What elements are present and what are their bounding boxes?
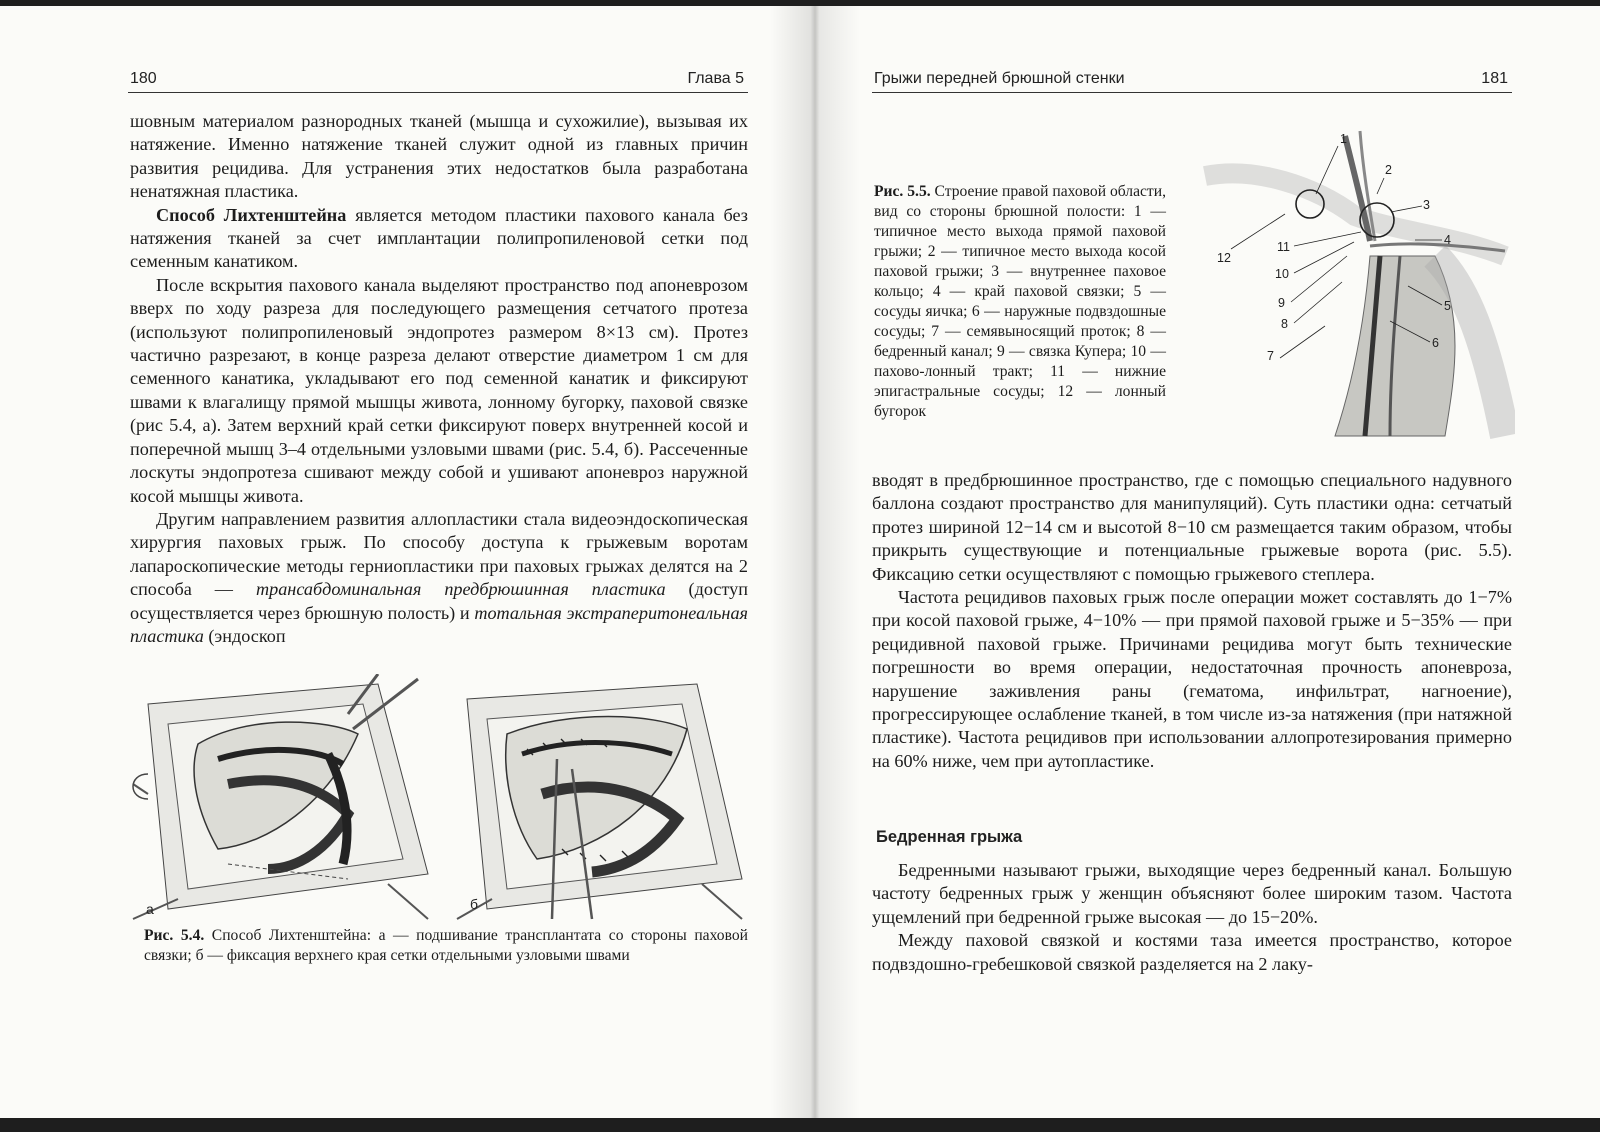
book-spread [0, 6, 1600, 1118]
callout-1: 1 [1340, 132, 1347, 146]
figure-5-4-panel-a [128, 674, 438, 922]
callout-8: 8 [1281, 317, 1288, 331]
left-running-head [128, 64, 748, 93]
panel-b-label: б [470, 896, 479, 912]
running-head-title: Грыжи передней брюшной стенки [874, 70, 1125, 87]
caption-label: Рис. 5.4. [144, 927, 205, 944]
figure-5-4-panel-b [452, 674, 748, 922]
callout-4: 4 [1444, 233, 1451, 247]
right-body-text [872, 469, 1512, 773]
left-body-text [130, 110, 748, 648]
callout-5: 5 [1444, 299, 1451, 313]
surgical-illustration-a [128, 674, 438, 922]
left-page-number: 180 [130, 70, 157, 87]
callout-11: 11 [1277, 240, 1290, 254]
right-page-number: 181 [1481, 70, 1508, 87]
callout-9: 9 [1278, 296, 1285, 310]
figure-5-4-caption [144, 926, 748, 966]
paragraph: Способ Лихтенштейна является методом пластики пахового канала без натяжения тканей за счет имплантации полипропиленовой сетки под семенным канатиком. [130, 204, 748, 272]
callout-10: 10 [1275, 267, 1289, 281]
section-heading: Бедренная грыжа [876, 828, 1023, 846]
term-lichtenstein: Способ Лихтенштейна [156, 204, 347, 225]
figure-5-5-caption [874, 182, 1166, 422]
paragraph: вводят в предбрюшинное пространство, где с помощью специального надувного баллона создают пространство для манипуляций). Суть пластики одна: сетчатый протез шириной 12−14 см и высотой 8−10 см размещается таким образом, чтобы прикрыть существующие и потенциальные грыжевые ворота (рис. 5.5). Фиксацию сетки осуществляют с помощью грыжевого степлера. [872, 470, 1512, 584]
surgical-illustration-b [452, 674, 748, 922]
paragraph: Между паховой связкой и костями таза имеется пространство, которое подвздошно-гребешковой связкой разделяется на 2 лаку- [872, 930, 1512, 974]
paragraph: После вскрытия пахового канала выделяют пространство под апоневрозом вверх по ходу разреза для последующего размещения сетчатого протеза (используют полипропиленовый эндопротез размером 8×13 см). Протез частично разрезают, в конце разреза делают отверстие диаметром 1 см для семенного канатика, укладывают его под семенной канатик и фиксируют швами к влагалищу прямой мышцы живота, лонному бугорку, паховой связке (рис 5.4, а). Затем верхний край сетки фиксируют поверх внутренней косой и поперечной мышц 3–4 отдельными узловыми швами (рис. 5.4, б). Рассеченные лоскуты эндопротеза сшивают между собой и ушивают апоневроз наружной косой мышцы живота. [130, 274, 748, 506]
caption-text: Строение правой паховой области, вид со стороны брюшной полости: 1 — типичное место выхода прямой паховой грыжи; 2 — типичное место выхода косой паховой грыжи; 3 — внутреннее паховое кольцо; 4 — край паховой связки; 5 — сосуды яичка; 6 — наружные подвздошные сосуды; 7 — семявыносящий проток; 8 — бедренный канал; 9 — связка Купера; 10 — пахово-лонный тракт; 11 — нижние эпигастральные сосуды; 12 — лонный бугорок [874, 183, 1166, 420]
paragraph: Другим направлением развития аллопластики стала видеоэндоскопическая хирургия паховых грыж. По способу доступа к грыжевым воротам лапароскопические методы герниопластики при паховых грыжах делятся на 2 способа — трансабдоминальная предбрюшинная пластика (доступ осуществляется через брюшную полость) и тотальная экстраперитонеальная пластика (эндоскоп [130, 508, 748, 646]
callout-2: 2 [1385, 163, 1392, 177]
callout-6: 6 [1432, 336, 1439, 350]
section-body-text [872, 859, 1512, 976]
inguinal-anatomy-illustration [1195, 116, 1515, 446]
callout-7: 7 [1267, 349, 1274, 363]
right-running-head [872, 64, 1512, 93]
chapter-title: Глава 5 [687, 70, 744, 87]
caption-label: Рис. 5.5. [874, 183, 931, 200]
figure-5-5 [1195, 116, 1515, 446]
callout-12: 12 [1217, 251, 1231, 265]
panel-a-label: а [146, 901, 154, 917]
right-page [800, 6, 1600, 1118]
paragraph: Частота рецидивов паховых грыж после операции может составлять до 1−7% при косой паховой грыже, 4−10% — при прямой паховой грыже и 5−35% — при рецидивной паховой грыже. Причинами рецидива могут быть технические погрешности во время операции, недостаточная прочность апоневроза, нарушение заживления раны (гематома, инфильтрат, нагноение), прогрессирующее ослабление тканей, в том числе из-за натяжения (при натяжной пластике). Частота рецидивов при использовании аллопротезирования примерно на 60% ниже, чем при аутопластике. [872, 587, 1512, 771]
paragraph: шовным материалом разнородных тканей (мышца и сухожилие), вызывая их натяжение. Именно натяжение тканей служит одной из главных причин развития рецидива. Для устранения этих недостатков была разработана ненатяжная пластика. [130, 111, 748, 202]
term-tapp: трансабдоминальная предбрюшинная пластика [255, 579, 666, 600]
left-page [0, 6, 800, 1118]
callout-3: 3 [1423, 198, 1430, 212]
paragraph: Бедренными называют грыжи, выходящие через бедренный канал. Большую частоту бедренных грыж у женщин объясняют более широким тазом. Частота ущемлений при бедренной грыже высокая — до 15−20%. [872, 860, 1512, 927]
caption-text: Способ Лихтенштейна: а — подшивание трансплантата со стороны паховой связки; б — фиксация верхнего края сетки отдельными узловыми швами [144, 927, 748, 964]
term-tep: тотальная экстраперитонеальная пластика [130, 602, 748, 646]
